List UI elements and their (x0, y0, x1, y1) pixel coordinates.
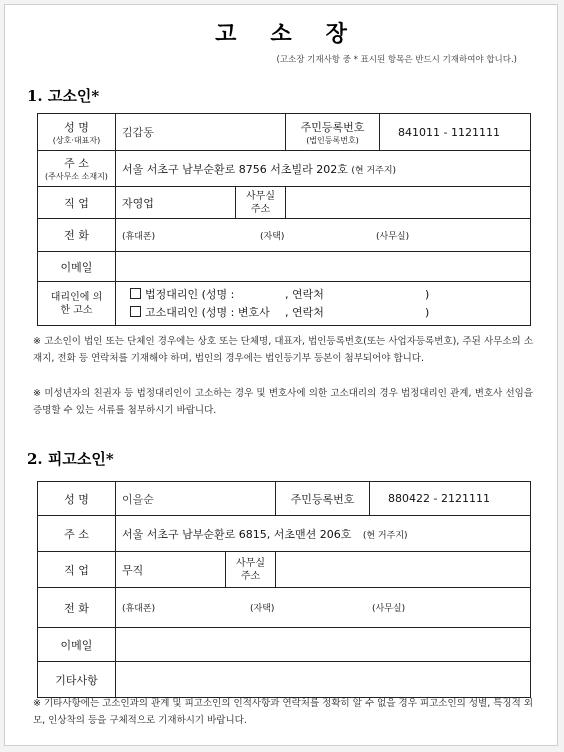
accused-phone-label: 전 화 (38, 588, 116, 628)
accused-home-phone-label: (자택) (250, 604, 275, 614)
mobile-label: (휴대폰) (122, 231, 156, 242)
other-info-label: 기타사항 (38, 662, 116, 698)
agent-field (116, 282, 531, 326)
document-title: 고소장 (215, 21, 381, 47)
address-label: 주 소 (주사무소 소재지) (38, 151, 116, 187)
agent-label: 대리인에 의한 고소 (38, 282, 116, 326)
accused-email-field[interactable] (116, 628, 531, 662)
section1-heading: 1. 고소인* (27, 87, 100, 105)
accused-job-field[interactable]: 무직 (116, 552, 226, 588)
office-address-label: 사무실 주소 (236, 187, 286, 219)
attorney-checkbox[interactable] (130, 306, 141, 317)
accused-mobile-label: (휴대폰) (122, 604, 156, 614)
accused-id-label: 주민등록번호 (276, 482, 370, 516)
email-label: 이메일 (38, 252, 116, 282)
complainant-job-field[interactable]: 자영업 (116, 187, 236, 219)
agent-note: ※ 미성년자의 친권자 등 법정대리인이 고소하는 경우 및 변호사에 의한 고소대리의 경우 법정대리인 관계, 변호사 선임을 증명할 수 있는 서류를 첨부하시기 바랍니다. (33, 388, 533, 416)
accused-address-field[interactable]: 서울 서초구 남부순환로 6815, 서초맨션 206호 (현 거주지) (116, 516, 531, 552)
complainant-phone-field[interactable] (116, 219, 531, 252)
accused-id-field[interactable]: 880422 - 2121111 (370, 482, 531, 516)
accused-address-label: 주 소 (38, 516, 116, 552)
legal-agent-label: 법정대리인 (성명 : (145, 287, 235, 301)
accused-job-label: 직 업 (38, 552, 116, 588)
complainant-name-field[interactable]: 김갑동 (116, 114, 286, 151)
accused-office-phone-label: (사무실) (372, 604, 406, 614)
phone-label: 전 화 (38, 219, 116, 252)
section2-heading: 2. 피고소인* (27, 450, 114, 468)
document-page (4, 4, 558, 746)
name-label: 성 명 (상호·대표자) (38, 114, 116, 151)
attorney-label: 고소대리인 (성명 : 변호사 (145, 305, 270, 319)
other-info-field[interactable] (116, 662, 531, 698)
id-number-label: 주민등록번호 (법인등록번호) (286, 114, 380, 151)
job-label: 직 업 (38, 187, 116, 219)
accused-email-label: 이메일 (38, 628, 116, 662)
accused-name-label: 성 명 (38, 482, 116, 516)
home-phone-label: (자택) (260, 231, 285, 242)
complainant-address-field[interactable]: 서울 서초구 남부순환로 8756 서초빌라 202호 (현 거주지) (116, 151, 531, 187)
close-paren: ) (425, 287, 430, 301)
accused-name-field[interactable]: 이을순 (116, 482, 276, 516)
complainant-office-field[interactable] (286, 187, 531, 219)
close-paren: ) (425, 305, 430, 319)
accused-office-field[interactable] (276, 552, 531, 588)
corporate-note: ※ 고소인이 법인 또는 단체인 경우에는 상호 또는 단체명, 대표자, 법인등록번호(또는 사업자등록번호), 주된 사무소의 소재지, 전화 등 연락처를 기재해야 하며, 법인의 경우에는 법인등기부 등본이 첨부되어야 합니다. (33, 336, 533, 364)
office-phone-label: (사무실) (376, 231, 410, 242)
accused-phone-field[interactable] (116, 588, 531, 628)
required-fields-note: (고소장 기재사항 중 * 표시된 항목은 반드시 기재하여야 합니다.) (276, 55, 517, 65)
complainant-id-field[interactable]: 841011 - 1121111 (380, 114, 531, 151)
legal-agent-checkbox[interactable] (130, 288, 141, 299)
complainant-email-field[interactable] (116, 252, 531, 282)
accused-office-label: 사무실 주소 (226, 552, 276, 588)
attorney-contact-label: , 연락처 (285, 305, 324, 319)
other-info-note: ※ 기타사항에는 고소인과의 관계 및 피고소인의 인적사항과 연락처를 정확히 알 수 없을 경우 피고소인의 성별, 특징적 외모, 인상착의 등을 구체적으로 기재하시기 바랍니다. (33, 698, 533, 726)
accused-table (37, 481, 531, 698)
legal-agent-contact-label: , 연락처 (285, 287, 324, 301)
complainant-table (37, 113, 531, 326)
